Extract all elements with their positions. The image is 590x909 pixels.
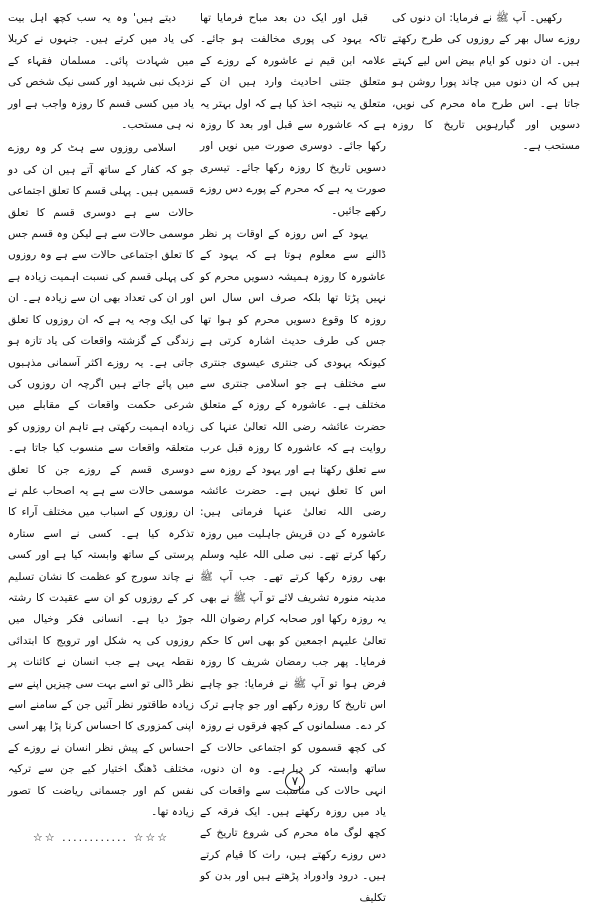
text-column-middle (200, 8, 386, 904)
section-end-ornament: ☆☆ ............ ☆☆☆ (32, 831, 170, 845)
page-number-text: ۷ (291, 774, 299, 788)
text-column-left (8, 8, 194, 845)
page-number (279, 771, 311, 791)
paragraph: قبل اور ایک دن بعد مباح فرمایا تھا تاکہ یہود کی پوری مخالفت ہو جائے۔ علامہ ابن قیم نے عاشورہ کے روزے کے متعلق جتنی احادیث وارد ہیں ان کے متعلق یہ نتیجہ اخذ کیا ہے کہ اول بہتر یہ ہے کہ عاشورہ سے قبل اور بعد کا روزہ رکھا جائے۔ دوسری صورت میں نویں اور دسویں تاریخ کا روزہ رکھا جائے۔ تیسری صورت یہ ہے کہ محرم کے پورے دس روزے رکھے جائیں۔ (200, 12, 386, 217)
paragraph: اسلامی روزوں سے ہٹ کر وہ روزے جو کہ کفار کے ساتھ آتے ہیں ان کی دو قسمیں ہیں۔ پہلی قسم کا تعلق اجتماعی حالات سے ہے دوسری قسم کا تعلق موسمی حالات سے ہے لیکن وہ قسم جس کا تعلق اجتماعی حالات سے ہے وہ روزوں کی پہلی قسم کی نسبت اہمیت زیادہ ہے اور ان کی تعداد بھی ان سے زیادہ ہے۔ ان کی ایک وجہ یہ ہے کہ ان روزوں کا تعلق زندگی کے گزشتہ واقعات کی یاد تازہ ہو جاتی ہے۔ یہ روزے اکثر آسمانی مذہبوں میں پائے جاتے ہیں اگرچہ ان روزوں کی شرعی حکمت واقعات کے مقابلے میں زیادہ اہمیت رکھتی ہے تاہم ان روزوں کو متعلقہ واقعات سے منسوب کیا جاتا ہے۔ دوسری قسم کے روزے جن کا تعلق موسمی حالات سے ہے یہ اصحاب علم نے ان روزوں کے اسباب میں مختلف آراء کا تذکرہ کیا ہے۔ کسی نے اسے ستارہ پرستی کے ساتھ وابستہ کیا ہے اور کسی نے چاند سورج کو عظمت کا نشان تسلیم کر کے روزوں کو ان سے عقیدت کا رشتہ جوڑ دیا ہے۔ انسانی فکر وخیال میں روزوں کی یہ شکل اور ترویج کا ابتدائی نقطہ یہی ہے جب انسان نے کائنات پر نظر ڈالی تو اسے بہت سی چیزیں اپنے سے زیادہ طاقتور نظر آئیں جن کے سامنے اسے اپنی کمزوری کا احساس کرنا پڑا پھر اسی احساس کے پیش نظر انسان نے روزے کے مختلف ڈھنگ اختیار کیے جن سے ترکیہ نفس کم اور جسمانی ریاضت کا تصور زیادہ تھا۔ (8, 142, 194, 819)
paragraph: یہود کے اس روزہ کے اوقات پر نظر ڈالنے سے معلوم ہوتا ہے کہ یہود کے عاشورہ کا روزہ ہمیشہ دسویں محرم کو نہیں پڑتا تھا بلکہ صرف اس سال اس روزہ کا وقوع دسویں محرم کو ہوا تھا جس کی طرف حدیث اشارہ کرتی ہے کیونکہ یہودی کی جنتری عیسوی جنتری سے مختلف ہے جو اسلامی جنتری سے مختلف ہے۔ عاشورہ کے روزہ کے متعلق حضرت عائشہ رضی اللہ تعالیٰ عنہا کی روایت ہے کہ عاشورہ کا روزہ قبل عرب سے تعلق رکھتا ہے اور یہود کے روزہ سے اس کا تعلق نہیں ہے۔ حضرت عائشہ رضی اللہ تعالیٰ عنہا فرماتی ہیں: عاشورہ کے دن قریش جاہلیت میں روزہ رکھا کرتے تھے۔ نبی صلی اللہ علیہ وسلم بھی روزہ رکھا کرتے تھے۔ جب آپ ﷺ مدینہ منورہ تشریف لائے تو آپ ﷺ نے بھی یہ روزہ رکھا اور صحابہ کرام رضوان اللہ تعالیٰ علیہم اجمعین کو بھی اس کا حکم فرمایا۔ پھر جب رمضان شریف کا روزہ فرض ہوا تو آپ ﷺ نے فرمایا: جو چاہے اس تاریخ کا روزہ رکھے اور جو چاہے ترک کر دے۔ مسلمانوں کے کچھ فرقوں نے روزہ کی کچھ قسموں کو اجتماعی حالات کے ساتھ وابستہ کر دیا ہے۔ وہ ان دنوں، انہی حالات کی مناسبت سے واقعات کی یاد میں روزہ رکھتے ہیں۔ ایک فرقہ کے کچھ لوگ ماہ محرم کی شروع تاریخ کے دس روزے رکھتے ہیں، رات کا قیام کرتے ہیں۔ درود وادوراد پڑھتے ہیں اور بدن کو تکلیف (200, 228, 386, 904)
paragraph: دیتے ہیں' وہ یہ سب کچھ اہل بیت کی یاد میں کرتے ہیں۔ جنہوں نے کربلا میں شہادت پائی۔ مسلمان فقہاء کے نزدیک نبی شہید اور کسی نیک شخص کی یاد میں کسی قسم کا روزہ واجب ہے اور نہ ہی مستحب۔ (8, 12, 194, 132)
paragraph: رکھیں۔ آپ ﷺ نے فرمایا: ان دنوں کی روزے سال بھر کے روزوں کی طرح رکھتے ہیں۔ ان دنوں کو ایام بیض اس لیے کہتے ہیں کہ ان دنوں میں چاند پورا روشن ہو جاتا ہے۔ اس طرح ماہ محرم کی نویں، دسویں اور گیارہویں تاریخ کا روزہ مستحب ہے۔ (392, 12, 580, 153)
text-column-right (392, 8, 580, 766)
page-number-circle (285, 771, 305, 791)
